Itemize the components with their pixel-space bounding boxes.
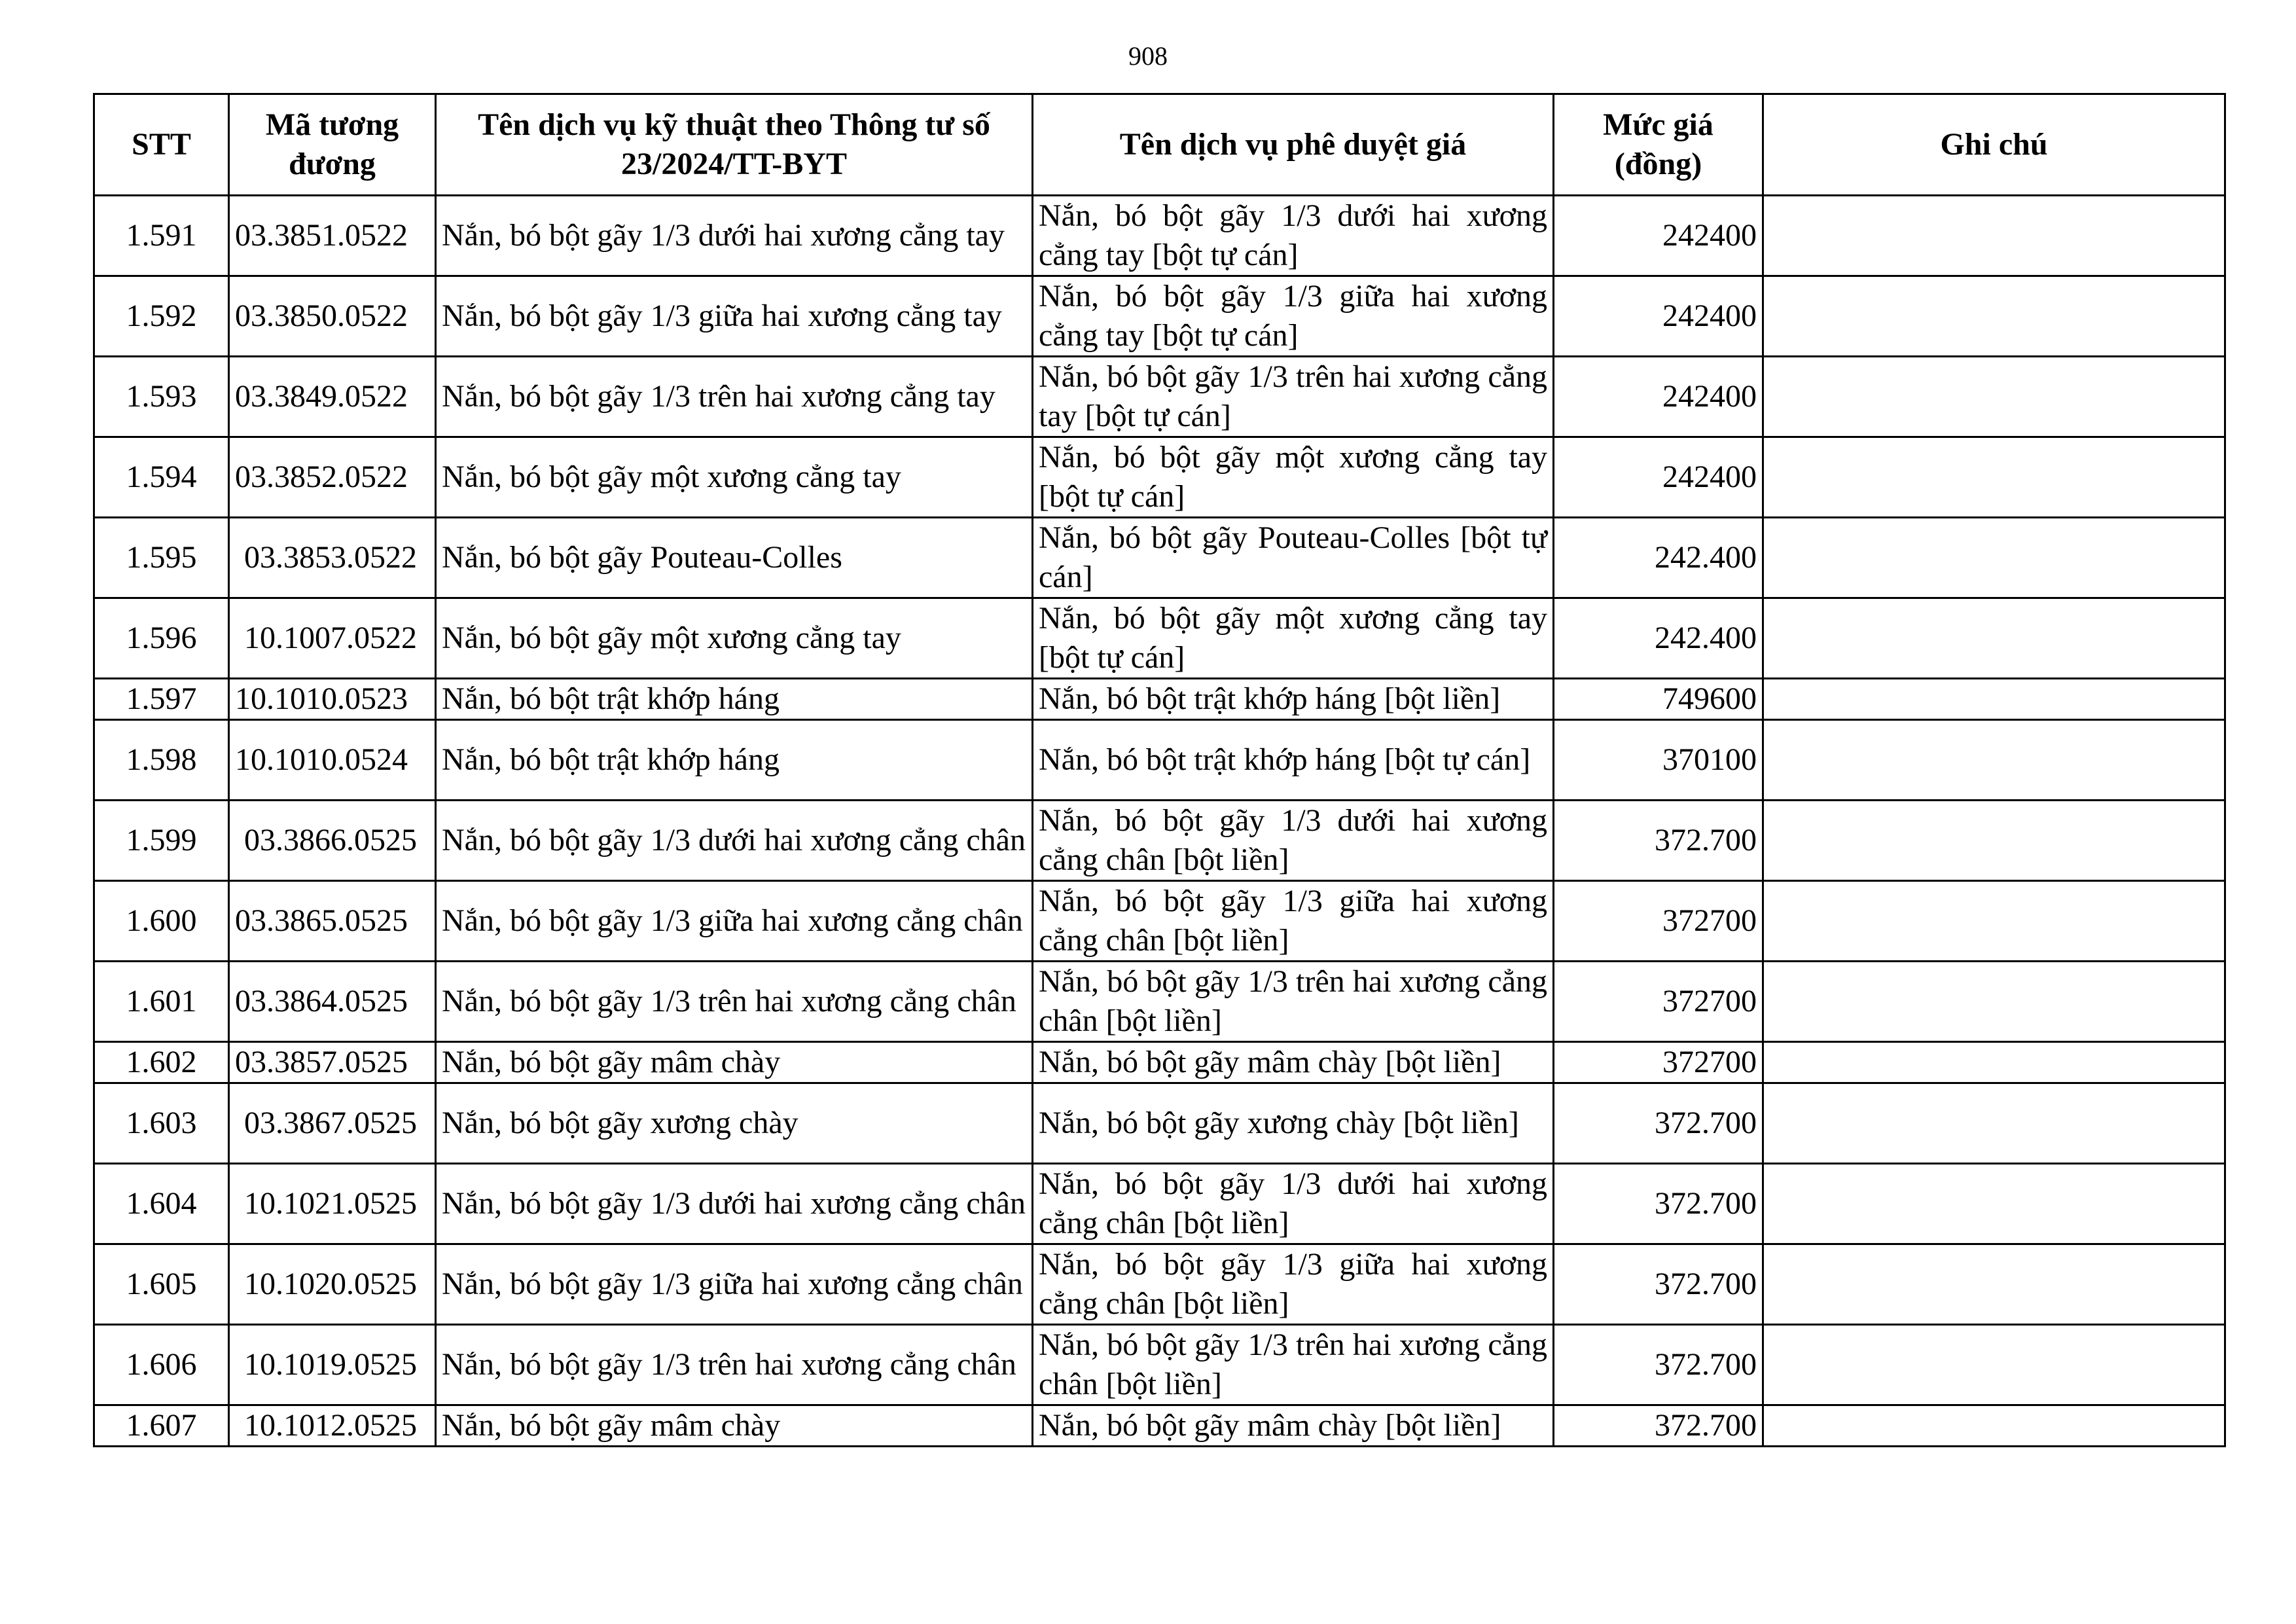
- cell-price: 242400: [1554, 196, 1763, 276]
- cell-note: [1763, 720, 2225, 801]
- cell-approved-name: Nắn, bó bột gãy 1/3 trên hai xương cẳng tay [bột tự cán]: [1033, 357, 1554, 437]
- cell-price: 242400: [1554, 357, 1763, 437]
- cell-approved-name: Nắn, bó bột gãy 1/3 giữa hai xương cẳng chân [bột liền]: [1033, 1244, 1554, 1325]
- cell-code: 03.3857.0525: [229, 1042, 436, 1083]
- cell-code: 03.3867.0525: [229, 1083, 436, 1164]
- cell-service-name: Nắn, bó bột gãy 1/3 trên hai xương cẳng tay: [436, 357, 1033, 437]
- cell-code: 10.1021.0525: [229, 1164, 436, 1244]
- cell-stt: 1.596: [94, 598, 229, 679]
- header-code: Mã tương đương: [229, 94, 436, 196]
- table-row: [94, 801, 2225, 881]
- cell-service-name: Nắn, bó bột gãy 1/3 dưới hai xương cẳng chân: [436, 801, 1033, 881]
- price-table: [93, 93, 2226, 1447]
- table-row: [94, 1042, 2225, 1083]
- cell-approved-name: Nắn, bó bột gãy một xương cẳng tay [bột tự cán]: [1033, 437, 1554, 518]
- cell-approved-name: Nắn, bó bột gãy Pouteau-Colles [bột tự cán]: [1033, 518, 1554, 598]
- cell-approved-name: Nắn, bó bột trật khớp háng [bột liền]: [1033, 679, 1554, 720]
- cell-stt: 1.592: [94, 276, 229, 357]
- table-row: [94, 276, 2225, 357]
- table-row: [94, 962, 2225, 1042]
- cell-price: 372.700: [1554, 1244, 1763, 1325]
- cell-approved-name: Nắn, bó bột gãy 1/3 giữa hai xương cẳng tay [bột tự cán]: [1033, 276, 1554, 357]
- cell-service-name: Nắn, bó bột gãy mâm chày: [436, 1042, 1033, 1083]
- cell-note: [1763, 276, 2225, 357]
- cell-service-name: Nắn, bó bột gãy 1/3 trên hai xương cẳng chân: [436, 1325, 1033, 1405]
- cell-note: [1763, 598, 2225, 679]
- cell-service-name: Nắn, bó bột trật khớp háng: [436, 720, 1033, 801]
- cell-service-name: Nắn, bó bột gãy một xương cẳng tay: [436, 437, 1033, 518]
- cell-approved-name: Nắn, bó bột gãy 1/3 trên hai xương cẳng chân [bột liền]: [1033, 1325, 1554, 1405]
- cell-price: 372700: [1554, 881, 1763, 962]
- cell-stt: 1.591: [94, 196, 229, 276]
- header-row: [94, 94, 2225, 196]
- cell-price: 372.700: [1554, 1083, 1763, 1164]
- cell-price: 372700: [1554, 1042, 1763, 1083]
- cell-price: 370100: [1554, 720, 1763, 801]
- cell-code: 10.1019.0525: [229, 1325, 436, 1405]
- cell-note: [1763, 1042, 2225, 1083]
- table-row: [94, 1164, 2225, 1244]
- table-row: [94, 196, 2225, 276]
- cell-note: [1763, 801, 2225, 881]
- table-row: [94, 518, 2225, 598]
- cell-service-name: Nắn, bó bột gãy Pouteau-Colles: [436, 518, 1033, 598]
- cell-stt: 1.607: [94, 1405, 229, 1447]
- cell-approved-name: Nắn, bó bột trật khớp háng [bột tự cán]: [1033, 720, 1554, 801]
- cell-note: [1763, 1083, 2225, 1164]
- table-row: [94, 598, 2225, 679]
- cell-stt: 1.593: [94, 357, 229, 437]
- table-row: [94, 679, 2225, 720]
- cell-approved-name: Nắn, bó bột gãy 1/3 dưới hai xương cẳng chân [bột liền]: [1033, 801, 1554, 881]
- cell-service-name: Nắn, bó bột gãy 1/3 dưới hai xương cẳng tay: [436, 196, 1033, 276]
- cell-approved-name: Nắn, bó bột gãy mâm chày [bột liền]: [1033, 1405, 1554, 1447]
- table-row: [94, 1405, 2225, 1447]
- cell-price: 372.700: [1554, 1325, 1763, 1405]
- cell-service-name: Nắn, bó bột gãy 1/3 giữa hai xương cẳng chân: [436, 1244, 1033, 1325]
- cell-price: 372700: [1554, 962, 1763, 1042]
- cell-code: 10.1010.0524: [229, 720, 436, 801]
- cell-approved-name: Nắn, bó bột gãy mâm chày [bột liền]: [1033, 1042, 1554, 1083]
- page-number: 908: [1128, 41, 1168, 71]
- header-price: Mức giá (đồng): [1554, 94, 1763, 196]
- cell-price: 242.400: [1554, 518, 1763, 598]
- cell-stt: 1.605: [94, 1244, 229, 1325]
- cell-stt: 1.604: [94, 1164, 229, 1244]
- cell-code: 03.3865.0525: [229, 881, 436, 962]
- cell-price: 372.700: [1554, 801, 1763, 881]
- cell-approved-name: Nắn, bó bột gãy xương chày [bột liền]: [1033, 1083, 1554, 1164]
- cell-note: [1763, 679, 2225, 720]
- cell-price: 242400: [1554, 276, 1763, 357]
- cell-approved-name: Nắn, bó bột gãy một xương cẳng tay [bột tự cán]: [1033, 598, 1554, 679]
- cell-price: 242.400: [1554, 598, 1763, 679]
- cell-stt: 1.606: [94, 1325, 229, 1405]
- table-body: [94, 196, 2225, 1447]
- table-row: [94, 437, 2225, 518]
- cell-code: 10.1007.0522: [229, 598, 436, 679]
- cell-note: [1763, 1405, 2225, 1447]
- table-row: [94, 720, 2225, 801]
- cell-code: 10.1020.0525: [229, 1244, 436, 1325]
- cell-approved-name: Nắn, bó bột gãy 1/3 giữa hai xương cẳng chân [bột liền]: [1033, 881, 1554, 962]
- cell-note: [1763, 196, 2225, 276]
- cell-approved-name: Nắn, bó bột gãy 1/3 dưới hai xương cẳng chân [bột liền]: [1033, 1164, 1554, 1244]
- cell-stt: 1.602: [94, 1042, 229, 1083]
- cell-service-name: Nắn, bó bột gãy một xương cẳng tay: [436, 598, 1033, 679]
- cell-code: 03.3850.0522: [229, 276, 436, 357]
- header-approved-name: Tên dịch vụ phê duyệt giá: [1033, 94, 1554, 196]
- cell-stt: 1.601: [94, 962, 229, 1042]
- cell-note: [1763, 1244, 2225, 1325]
- cell-code: 03.3864.0525: [229, 962, 436, 1042]
- table-row: [94, 1244, 2225, 1325]
- cell-service-name: Nắn, bó bột gãy 1/3 giữa hai xương cẳng tay: [436, 276, 1033, 357]
- cell-note: [1763, 1164, 2225, 1244]
- cell-code: 10.1012.0525: [229, 1405, 436, 1447]
- cell-price: 749600: [1554, 679, 1763, 720]
- header-service-name: Tên dịch vụ kỹ thuật theo Thông tư số 23/2024/TT-BYT: [436, 94, 1033, 196]
- cell-code: 03.3849.0522: [229, 357, 436, 437]
- cell-price: 372.700: [1554, 1405, 1763, 1447]
- cell-price: 242400: [1554, 437, 1763, 518]
- cell-code: 03.3851.0522: [229, 196, 436, 276]
- header-note: Ghi chú: [1763, 94, 2225, 196]
- cell-price: 372.700: [1554, 1164, 1763, 1244]
- table-row: [94, 1083, 2225, 1164]
- cell-note: [1763, 437, 2225, 518]
- cell-stt: 1.600: [94, 881, 229, 962]
- table-row: [94, 1325, 2225, 1405]
- table-row: [94, 881, 2225, 962]
- cell-note: [1763, 518, 2225, 598]
- cell-note: [1763, 962, 2225, 1042]
- cell-stt: 1.595: [94, 518, 229, 598]
- cell-approved-name: Nắn, bó bột gãy 1/3 trên hai xương cẳng chân [bột liền]: [1033, 962, 1554, 1042]
- cell-code: 03.3866.0525: [229, 801, 436, 881]
- cell-note: [1763, 1325, 2225, 1405]
- cell-code: 03.3853.0522: [229, 518, 436, 598]
- cell-stt: 1.594: [94, 437, 229, 518]
- cell-stt: 1.603: [94, 1083, 229, 1164]
- table-header: [94, 94, 2225, 196]
- cell-code: 10.1010.0523: [229, 679, 436, 720]
- cell-service-name: Nắn, bó bột gãy 1/3 dưới hai xương cẳng chân: [436, 1164, 1033, 1244]
- cell-service-name: Nắn, bó bột gãy xương chày: [436, 1083, 1033, 1164]
- cell-note: [1763, 357, 2225, 437]
- header-stt: STT: [94, 94, 229, 196]
- cell-stt: 1.599: [94, 801, 229, 881]
- table-row: [94, 357, 2225, 437]
- cell-note: [1763, 881, 2225, 962]
- cell-service-name: Nắn, bó bột gãy 1/3 trên hai xương cẳng chân: [436, 962, 1033, 1042]
- cell-service-name: Nắn, bó bột gãy mâm chày: [436, 1405, 1033, 1447]
- cell-stt: 1.598: [94, 720, 229, 801]
- cell-stt: 1.597: [94, 679, 229, 720]
- cell-approved-name: Nắn, bó bột gãy 1/3 dưới hai xương cẳng tay [bột tự cán]: [1033, 196, 1554, 276]
- cell-code: 03.3852.0522: [229, 437, 436, 518]
- cell-service-name: Nắn, bó bột gãy 1/3 giữa hai xương cẳng chân: [436, 881, 1033, 962]
- cell-service-name: Nắn, bó bột trật khớp háng: [436, 679, 1033, 720]
